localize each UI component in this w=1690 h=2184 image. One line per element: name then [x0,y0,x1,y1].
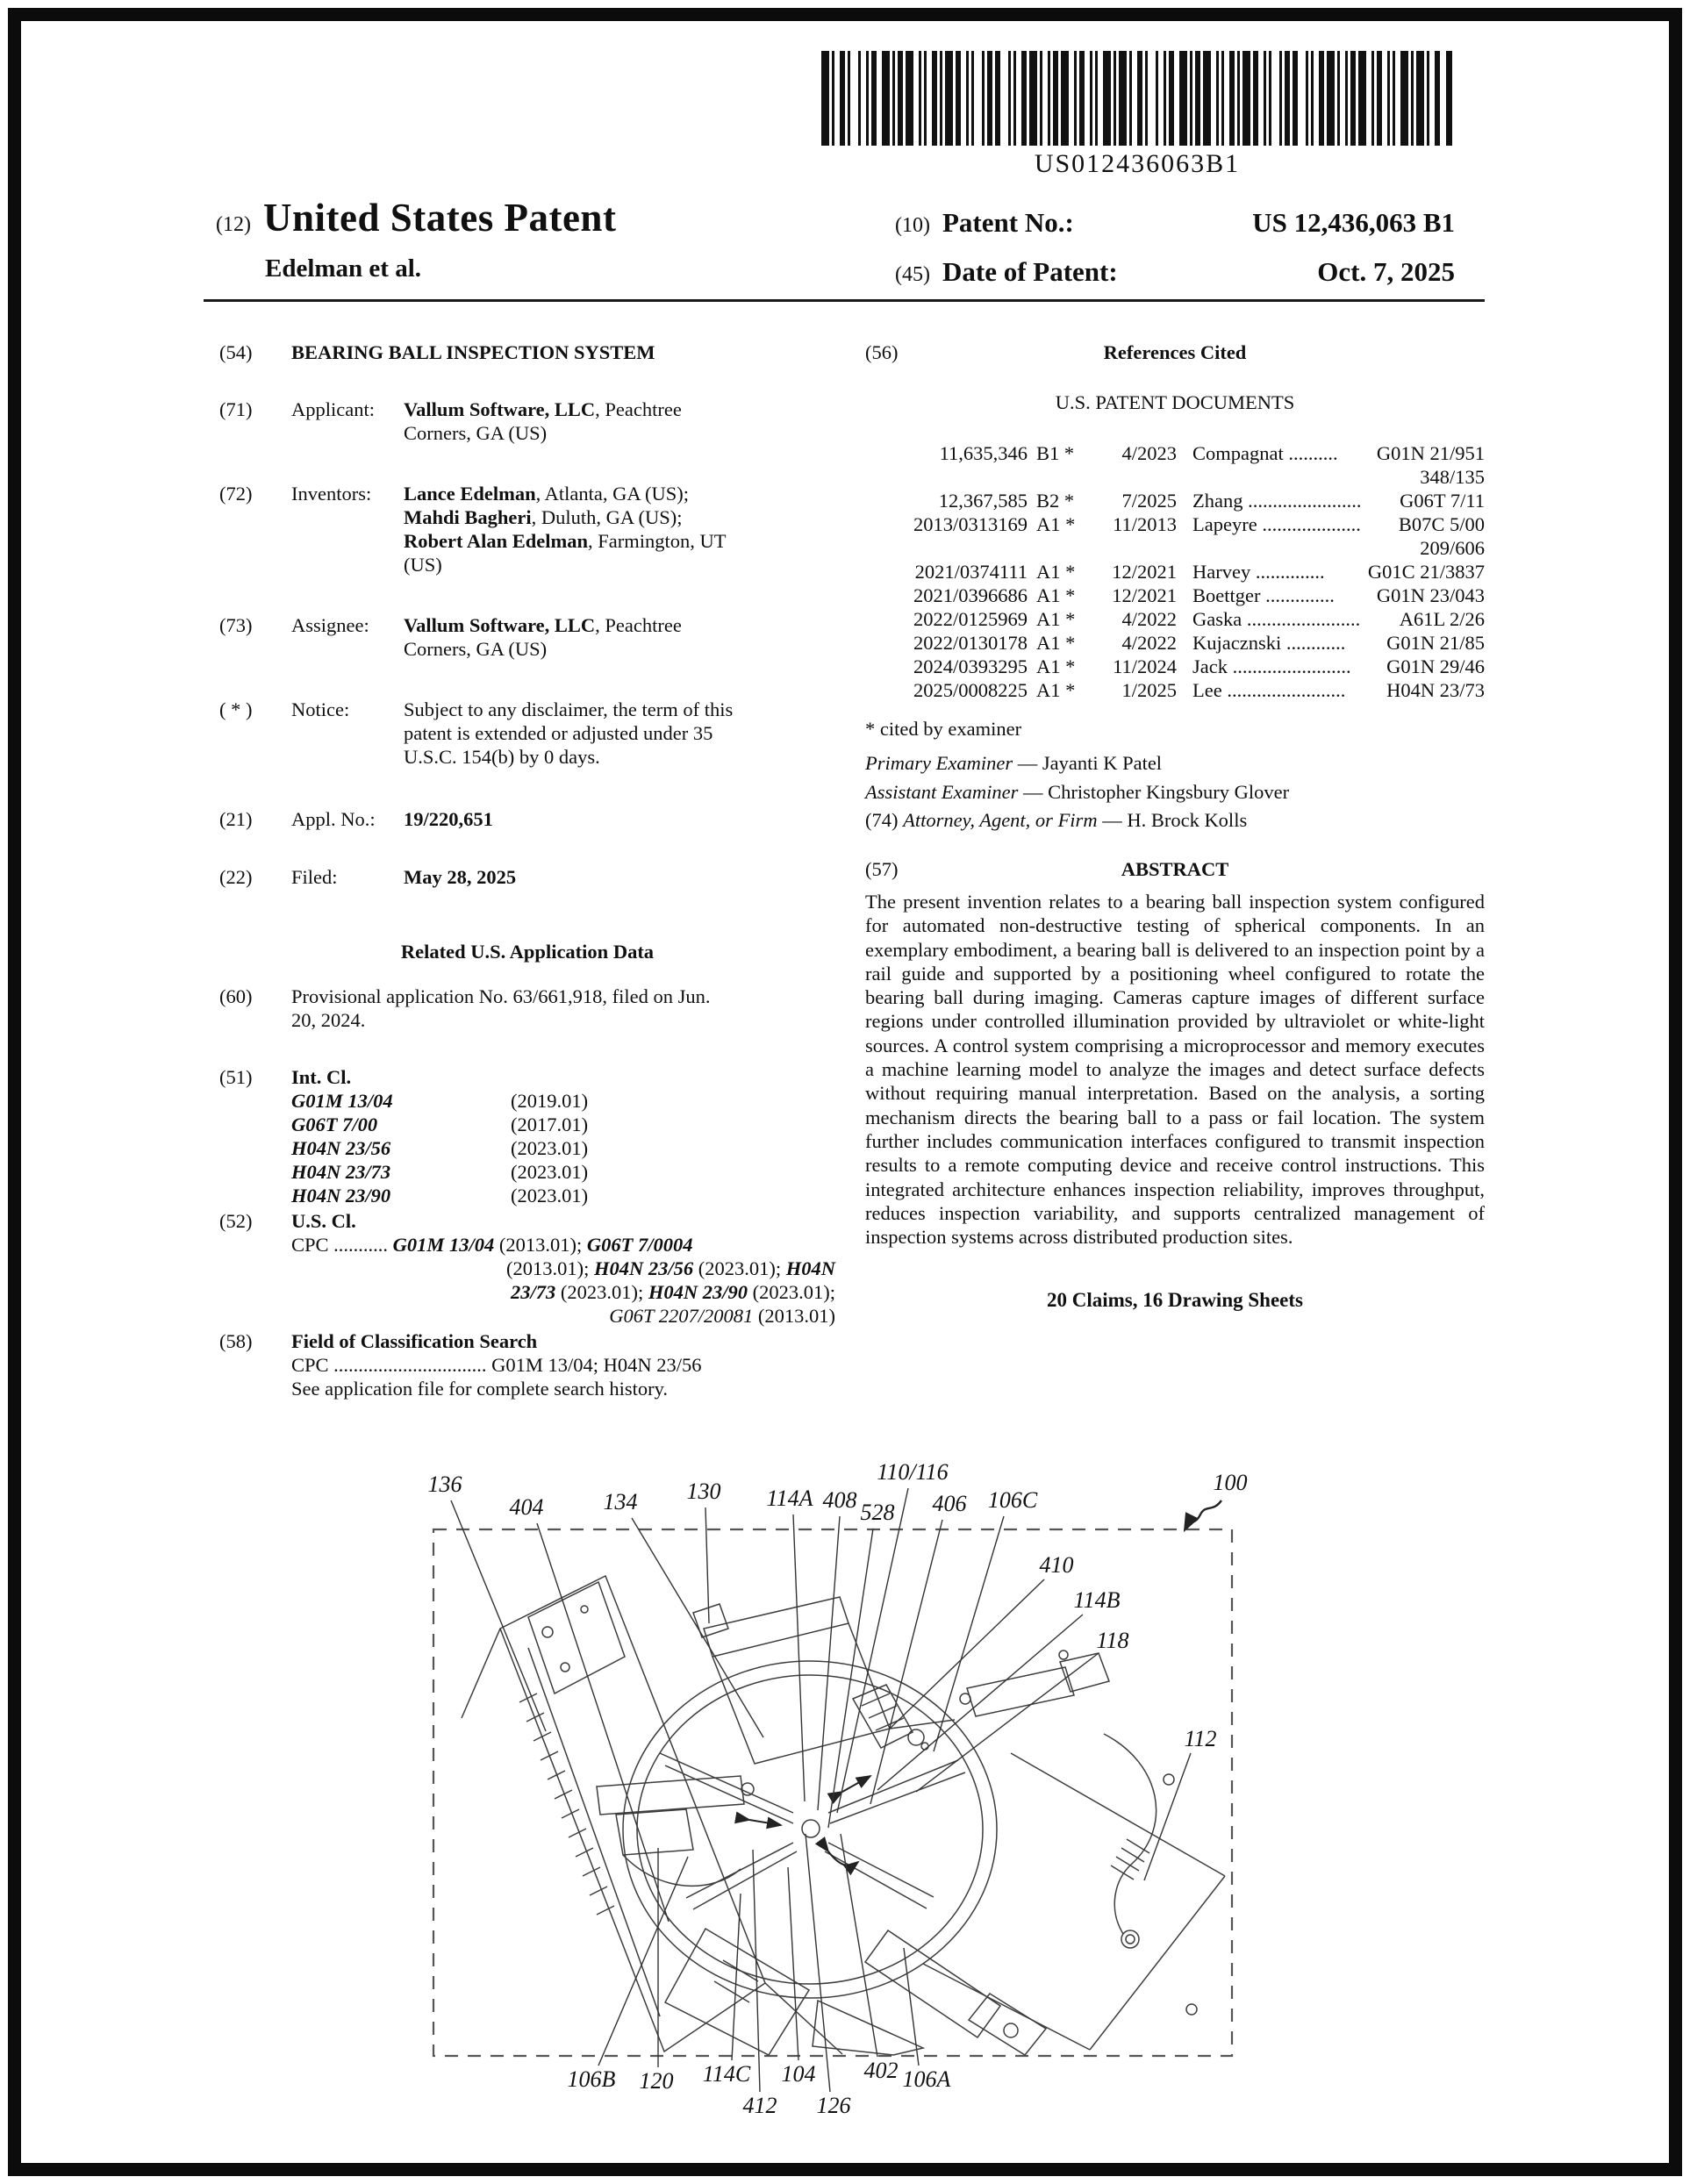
inid-51: (51) [219,1066,253,1088]
figure-label: 110/116 [877,1459,949,1485]
provisional-section [219,985,835,1032]
inid-58: (58) [219,1330,253,1352]
figure-label: 104 [781,2061,816,2087]
inid-10: (10) [895,214,930,237]
table-row: 2021/0396686 A1 * 12/2021 Boettger .............. G01N 23/043 [913,584,1485,606]
patent-date-row [895,256,1455,288]
notice-line: Subject to any disclaimer, the term of this [404,698,734,720]
table-row: 2022/0125969 A1 * 4/2022 Gaska ....................... A61L 2/26 [913,608,1485,630]
int-cl-year: (2023.01) [511,1161,589,1183]
assignee-line: Corners, GA (US) [404,638,548,660]
figure-label: 136 [427,1472,462,1497]
table-row: 2022/0130178 A1 * 4/2022 Kujacznski ............ G01N 21/85 [913,632,1485,654]
int-cl-code: G06T 7/00 [291,1113,378,1135]
date-of-patent-value: Oct. 7, 2025 [1317,256,1455,287]
inid-73: (73) [219,614,253,636]
us-cl-section [219,1209,835,1328]
int-cl-entry [291,1136,835,1160]
inventors-label: Inventors: [291,483,372,505]
table-row-continuation: 348/135 [1420,466,1485,488]
inid-21: (21) [219,808,253,830]
inid-12: (12) [216,213,251,236]
barcode-svg [821,51,1453,147]
table-row: 2024/0393295 A1 * 11/2024 Jack ........................ G01N 29/46 [913,655,1485,677]
date-of-patent-label: Date of Patent: [942,256,1118,287]
cpc-line: CPC ........... G01M 13/04 (2013.01); G06T 7/0004 [291,1234,693,1256]
table-row: 2025/0008225 A1 * 1/2025 Lee ........................ H04N 23/73 [913,679,1485,701]
table-row-continuation: 209/606 [1420,537,1485,559]
inventor-line: Mahdi Bagheri, Duluth, GA (US); [404,506,683,528]
invention-title: BEARING BALL INSPECTION SYSTEM [291,341,655,363]
inventor-line: Robert Alan Edelman, Farmington, UT [404,530,727,552]
patent-no-value: US 12,436,063 B1 [1252,207,1455,238]
figure-ref-arrow [1185,1500,1221,1530]
inventors-section [219,482,835,576]
figure-label: 406 [932,1491,967,1516]
field-of-search-heading: Field of Classification Search [291,1330,538,1352]
patent-number-row [895,207,1455,239]
figure-label: 130 [686,1479,721,1504]
title-section [219,340,835,364]
int-cl-entry [291,1113,835,1136]
us-patent-documents-heading: U.S. PATENT DOCUMENTS [1055,391,1295,413]
barcode [821,51,1453,147]
inid-54: (54) [219,341,253,363]
inid-52: (52) [219,1210,253,1232]
header-rule [204,299,1485,302]
provisional-line: Provisional application No. 63/661,918, filed on Jun. [291,985,711,1007]
applicant-line: Corners, GA (US) [404,422,548,444]
references-cited-heading-row [865,340,1485,364]
int-cl-entry [291,1160,835,1184]
assignee-label: Assignee: [291,614,369,636]
figure-label: 126 [816,2093,851,2118]
cpc-line: (2013.01); H04N 23/56 (2023.01); H04N [505,1257,835,1279]
notice-line: patent is extended or adjusted under 35 [404,722,713,744]
int-cl-year: (2017.01) [511,1113,589,1135]
inid-72: (72) [219,483,253,505]
cited-by-examiner-note: * cited by examiner [865,718,1022,740]
appl-no-value: 19/220,651 [404,808,493,830]
figure-label: 404 [509,1494,544,1520]
figure-label: 100 [1213,1470,1248,1495]
int-cl-year: (2019.01) [511,1090,589,1112]
patent-no-label: Patent No.: [942,207,1074,238]
page-title: United States Patent [262,196,617,240]
patent-figure [397,1437,1255,2166]
figure-label: 106C [987,1487,1038,1513]
inid-71: (71) [219,398,253,420]
figure-label: 412 [742,2093,777,2118]
us-cl-heading: U.S. Cl. [291,1210,356,1232]
inid-45: (45) [895,263,930,286]
table-row: 11,635,346 B1 * 4/2023 Compagnat .......... G01N 21/951 [939,442,1485,464]
figure-label: 106B [567,2066,616,2092]
filed-label: Filed: [291,866,338,888]
int-cl-year: (2023.01) [511,1185,589,1207]
abstract-heading: ABSTRACT [1121,858,1229,880]
notice-asterisk: ( * ) [219,698,253,720]
appl-no-label: Appl. No.: [291,808,376,830]
applicant-line: Vallum Software, LLC, Peachtree [404,398,682,420]
first-inventor-name: Edelman et al. [265,254,422,283]
applicant-label: Applicant: [291,398,375,420]
int-cl-heading: Int. Cl. [291,1066,352,1088]
abstract-text: The present invention relates to a bearing ball inspection system configured for automated non-destructive testing of spherical components. In an exemplary embodiment, a bearing ball is delivered to an inspection point by a rail guide and supported by a positioning wheel configured to rotate the bearing ball during imaging. Cameras capture images of different surface regions under controlled illumination provided by ultraviolet or white-light sources. A control system comprising a microprocessor and memory executes a machine learning model to analyze the images and detect surface defects without requiring manual interpretation. Based on the analysis, a sorting mechanism directs the bearing ball to a pass or fail location. The system further includes communication interfaces configured to transmit inspection results to a remote computing device and receive control instructions. This integrated architecture enhances inspection reliability, improves throughput, reduces inspection variability, and supports centralized management of inspection systems across distributed production sites. [865,891,1485,1249]
inventor-line: (US) [404,554,442,576]
related-data-heading: Related U.S. Application Data [400,941,655,963]
figure-label: 528 [860,1500,895,1525]
figure-label: 120 [639,2068,674,2094]
field-of-search-section [219,1329,835,1400]
filed-value: May 28, 2025 [404,866,517,888]
figure-label: 112 [1184,1726,1217,1751]
left-column [219,340,835,1400]
attorney-line: (74) Attorney, Agent, or Firm — H. Brock Kolls [865,809,1248,831]
assignee-section [219,613,835,661]
provisional-line: 20, 2024. [291,1009,366,1031]
inid-60: (60) [219,985,253,1007]
figure-label: 118 [1096,1628,1129,1653]
int-cl-entry [291,1089,835,1113]
int-cl-entry [291,1184,835,1207]
table-row: 2021/0374111 A1 * 12/2021 Harvey .............. G01C 21/3837 [914,561,1485,583]
figure-label: 114B [1073,1587,1121,1613]
inventor-line: Lance Edelman, Atlanta, GA (US); [404,483,690,505]
figure-label: 134 [603,1489,638,1514]
leader-lines [451,1488,1191,2092]
figure-label: 114A [766,1486,813,1511]
appl-no-section [219,807,835,831]
field-of-search-cpc: CPC ............................... G01M 13/04; H04N 23/56 [291,1354,702,1376]
claims-drawing-line: 20 Claims, 16 Drawing Sheets [1047,1289,1303,1312]
figure-label: 408 [822,1487,857,1513]
applicant-section [219,397,835,445]
cpc-line: G06T 2207/20081 (2013.01) [609,1305,835,1327]
int-cl-code: H04N 23/73 [291,1161,391,1183]
assignee-line: Vallum Software, LLC, Peachtree [404,614,682,636]
figure-label: 410 [1039,1552,1074,1578]
int-cl-year: (2023.01) [511,1137,589,1159]
patent-kind-title [216,195,616,240]
int-cl-code: G01M 13/04 [291,1090,393,1112]
table-row: 12,367,585 B2 * 7/2025 Zhang ....................... G06T 7/11 [938,490,1485,512]
int-cl-code: H04N 23/90 [291,1185,391,1207]
cpc-line: 23/73 (2023.01); H04N 23/90 (2023.01); [510,1281,835,1303]
primary-examiner-line: Primary Examiner — Jayanti K Patel [865,752,1163,774]
references-table [865,441,1485,702]
inid-22: (22) [219,866,253,888]
figure-labels [428,1459,1248,2118]
abstract-heading-row [865,857,1485,881]
notice-section [219,698,835,769]
references-cited-heading: References Cited [1103,341,1247,363]
figure-label: 106A [902,2066,951,2092]
notice-label: Notice: [291,698,350,720]
figure-label: 402 [863,2058,899,2083]
table-row: 2013/0313169 A1 * 11/2013 Lapeyre .................... B07C 5/00 [913,513,1485,535]
filed-section [219,865,835,889]
barcode-number: US012436063B1 [1034,149,1241,178]
inid-57: (57) [865,858,899,880]
inid-56: (56) [865,341,899,363]
field-of-search-note: See application file for complete search history. [291,1378,669,1400]
figure-label: 114C [702,2061,751,2087]
int-cl-section [219,1065,835,1207]
int-cl-code: H04N 23/56 [291,1137,391,1159]
assistant-examiner-line: Assistant Examiner — Christopher Kingsbury Glover [865,781,1290,803]
right-column [865,340,1485,1312]
notice-line: U.S.C. 154(b) by 0 days. [404,746,600,768]
motion-arrows [749,1776,870,1865]
